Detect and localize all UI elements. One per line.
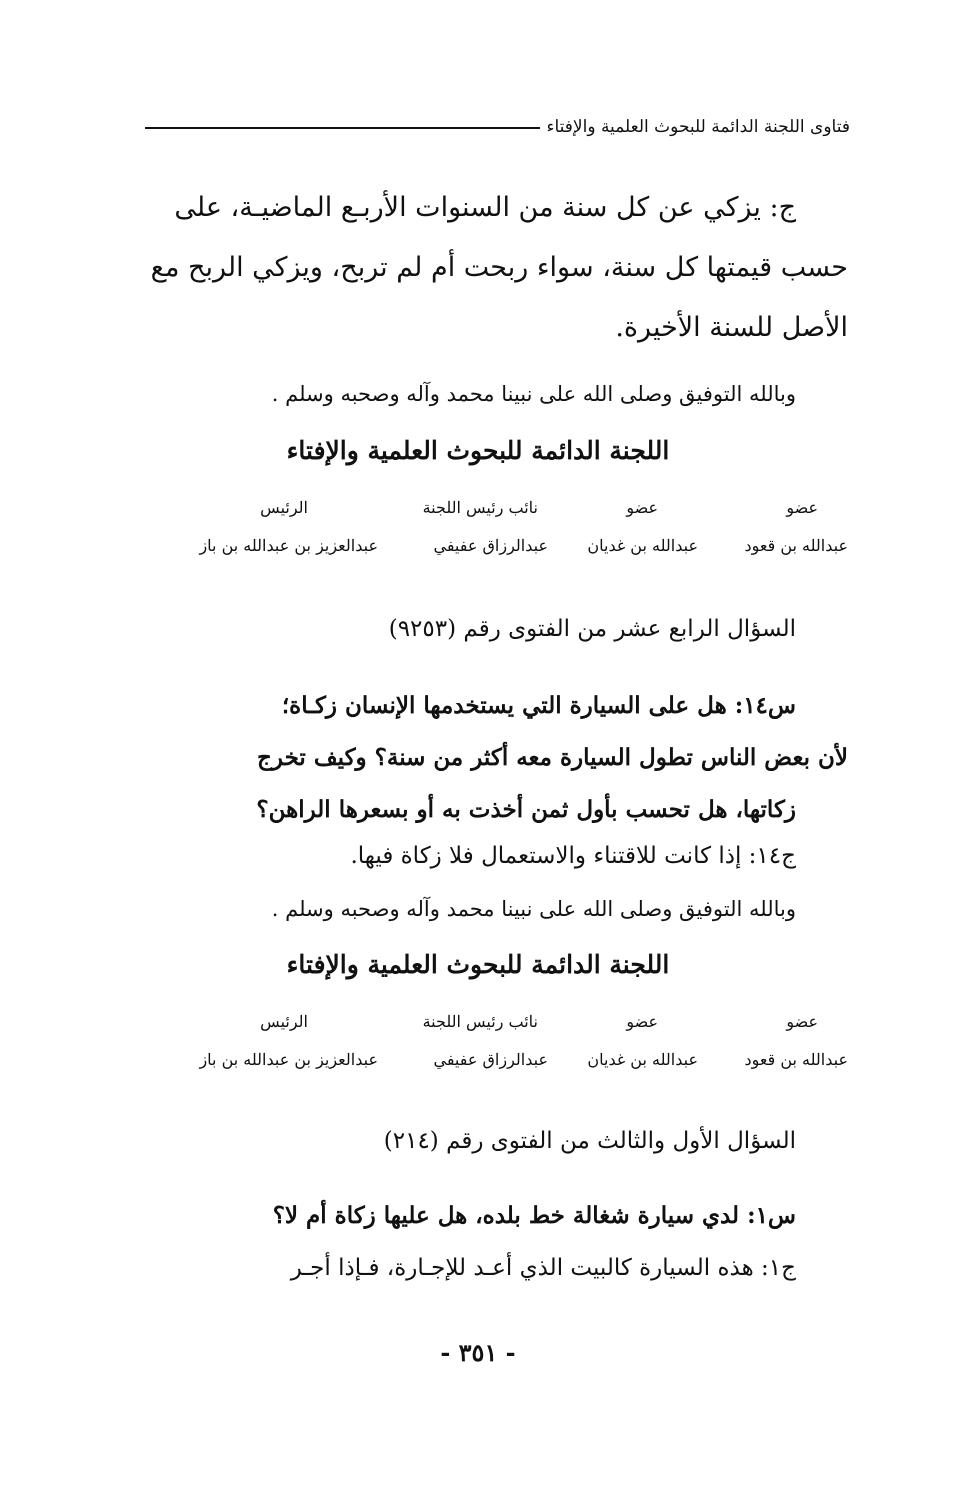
answer-line: الأصل للسنة الأخيرة.: [615, 312, 848, 343]
signatures-block: [108, 498, 848, 568]
answer-14: ج١٤: إذا كانت للاقتناء والاستعمال فلا زكاة فيها.: [350, 843, 796, 869]
signature-title: الرئيس: [260, 498, 308, 517]
question-14: [106, 680, 848, 836]
signature-name: عبدالعزيز بن عبدالله بن باز: [199, 536, 378, 555]
fatwa-heading: السؤال الأول والثالث من الفتوى رقم (٢١٤): [383, 1128, 796, 1154]
signature-name: عبدالعزيز بن عبدالله بن باز: [199, 1050, 378, 1069]
signature-title: عضو: [626, 1012, 658, 1031]
committee-name: اللجنة الدائمة للبحوث العلمية والإفتاء: [286, 436, 670, 465]
running-header-title: فتاوى اللجنة الدائمة للبحوث العلمية والإفتاء: [546, 117, 850, 137]
committee-name: اللجنة الدائمة للبحوث العلمية والإفتاء: [286, 950, 670, 979]
signature-name: عبدالله بن غديان: [587, 1050, 698, 1069]
signature-title: عضو: [786, 1012, 818, 1031]
signature-name: عبدالله بن غديان: [587, 536, 698, 555]
question-1: [106, 1190, 796, 1294]
answer-1: ج١: هذه السيارة كالبيت الذي أعـد للإجـارة، فـإذا أجـر: [290, 1255, 796, 1281]
signature-title: عضو: [786, 498, 818, 517]
signature-title: نائب رئيس اللجنة: [422, 498, 538, 517]
question-line: س١٤: هل على السيارة التي يستخدمها الإنسان زكـاة؛: [281, 692, 796, 719]
closing-formula: وبالله التوفيق وصلى الله على نبينا محمد وآله وصحبه وسلم .: [271, 897, 796, 921]
signature-name: عبدالرزاق عفيفي: [433, 536, 548, 555]
page-number: - ٣٥١ -: [440, 1338, 516, 1367]
fatwa-heading: السؤال الرابع عشر من الفتوى رقم (٩٢٥٣): [388, 616, 796, 642]
signature-title: الرئيس: [260, 1012, 308, 1031]
answer-line: ج: يزكي عن كل سنة من السنوات الأربـع الماضيـة، على: [174, 192, 796, 223]
signature-name: عبدالرزاق عفيفي: [433, 1050, 548, 1069]
question-line: لأن بعض الناس تطول السيارة معه أكثر من سنة؟ وكيف تخرج: [257, 744, 848, 771]
answer-line: حسب قيمتها كل سنة، سواء ربحت أم لم تربح، ويزكي الربح مع: [150, 252, 848, 283]
signature-title: عضو: [626, 498, 658, 517]
header-rule: [145, 127, 540, 129]
running-header: [145, 117, 850, 137]
signature-title: نائب رئيس اللجنة: [422, 1012, 538, 1031]
question-line: س١: لدي سيارة شغالة خط بلده، هل عليها زكاة أم لا؟: [272, 1202, 796, 1229]
question-line: زكاتها، هل تحسب بأول ثمن أخذت به أو بسعرها الراهن؟: [256, 796, 796, 823]
answer-previous: [146, 178, 848, 358]
signature-name: عبدالله بن قعود: [744, 1050, 848, 1069]
closing-formula: وبالله التوفيق وصلى الله على نبينا محمد وآله وصحبه وسلم .: [271, 382, 796, 406]
signatures-block: [108, 1012, 848, 1082]
signature-name: عبدالله بن قعود: [744, 536, 848, 555]
